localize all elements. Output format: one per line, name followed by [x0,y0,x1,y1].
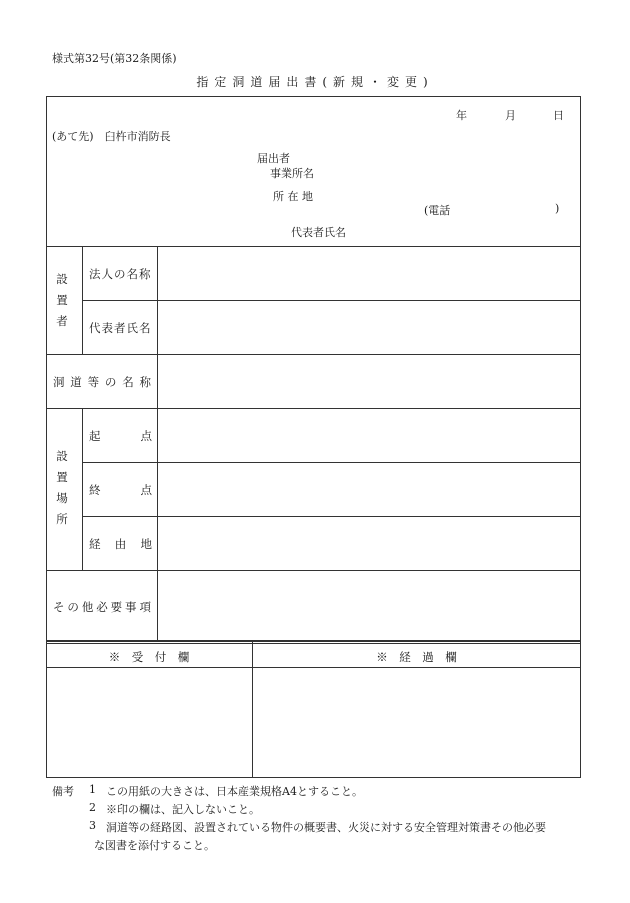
office-name-label: 事業所名 [270,167,314,180]
corp-name-label: 法人の名称 [89,267,152,281]
other-items-field[interactable] [159,572,579,639]
note-text: この用紙の大きさは、日本産業規格A4とすること。 [106,785,363,798]
rep-name-field[interactable] [159,302,579,352]
addressee: (あて先) 臼杵市消防長 [52,130,171,143]
note-continuation: な図書を添付すること。 [94,839,215,852]
location-group-label: 設 置 場 所 [56,449,68,526]
receipt-column-label: ※ 受 付 欄 [108,650,190,664]
divider-line [46,570,581,571]
installer-group-label: 設 置 者 [56,272,68,328]
note-text: ※印の欄は、記入しないこと。 [106,803,260,816]
tunnel-name-label: 洞 道 等 の 名 称 [53,375,151,389]
date-year-label: 年 [456,109,467,122]
end-point-field[interactable] [159,464,579,514]
corp-name-field[interactable] [159,248,579,298]
phone-open-label: (電話 [424,204,451,217]
divider-line [82,246,83,354]
note-number: 2 [89,801,96,814]
address-label: 所 在 地 [273,190,313,203]
divider-line [46,354,581,355]
tunnel-name-field[interactable] [159,356,579,406]
note-number: 3 [89,819,96,832]
date-month-label: 月 [505,109,516,122]
applicant-label: 届出者 [257,152,290,165]
divider-line [46,643,581,644]
form-title: 指定洞道届出書(新規・変更) [196,75,434,89]
date-day-label: 日 [553,109,564,122]
end-point-label: 終 点 [89,483,152,497]
start-point-label: 起 点 [89,429,152,443]
via-point-label: 経 由 地 [89,537,152,551]
representative-label: 代表者氏名 [291,226,346,239]
form-number: 様式第32号(第32条関係) [52,52,177,65]
divider-line [46,667,581,668]
phone-close-label: ) [555,202,560,215]
progress-column-label: ※ 経 過 欄 [376,650,457,664]
start-point-field[interactable] [159,410,579,460]
note-text: 洞道等の経路図、設置されている物件の概要書、火災に対する安全管理対策書その他必要 [106,821,546,834]
divider-line [157,246,158,641]
divider-line [82,408,83,570]
divider-line [46,246,581,247]
via-point-field[interactable] [159,518,579,568]
divider-line [46,408,581,409]
note-number: 1 [89,783,96,796]
rep-name-label: 代表者氏名 [89,321,152,335]
notes-prefix: 備考 [52,785,74,798]
other-items-label: そ の 他 必 要 事 項 [53,600,151,614]
